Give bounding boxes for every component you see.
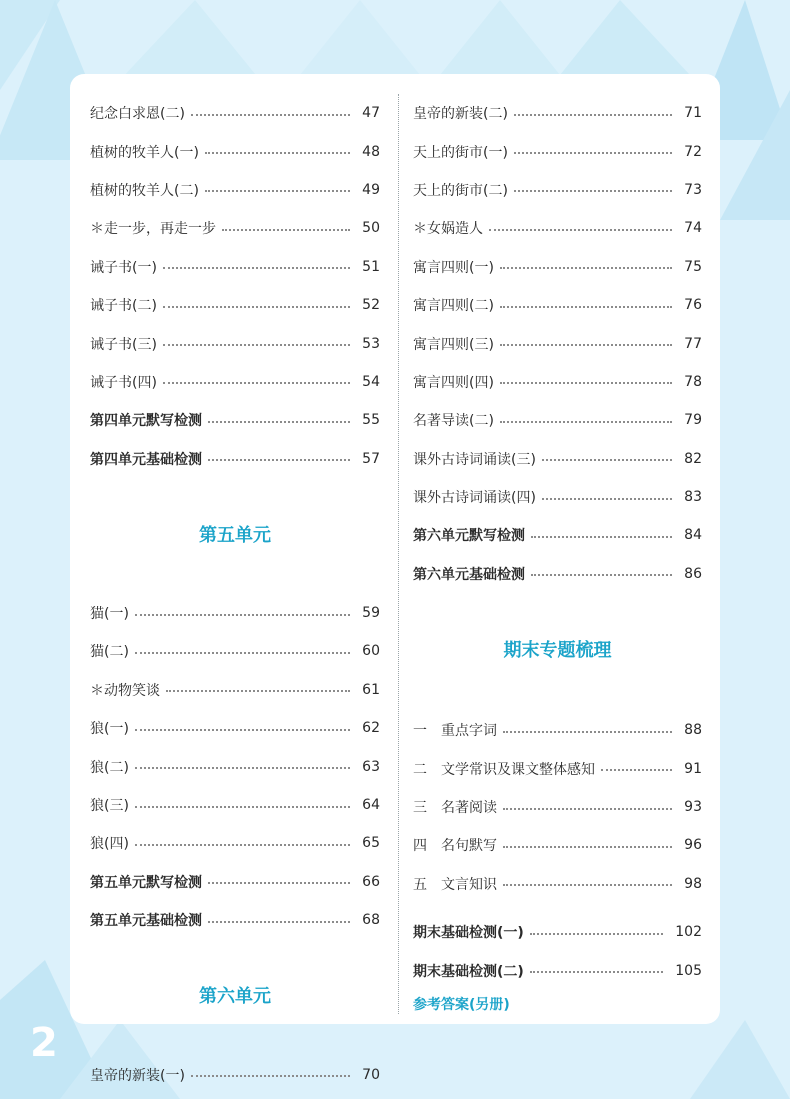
column-divider — [398, 94, 399, 1014]
right-column — [413, 94, 702, 1020]
toc-entry-test[interactable]: 期末基础检测(二) 105 — [413, 962, 702, 980]
toc-entry-test[interactable]: 第五单元基础检测 68 — [90, 912, 380, 930]
unit6-entries — [90, 1055, 380, 1093]
left-column — [90, 94, 380, 1094]
left-entries-top — [90, 94, 380, 478]
toc-entry[interactable]: 寓言四则(二) 76 — [413, 297, 702, 315]
toc-entry-test[interactable]: 第六单元默写检测 84 — [413, 527, 702, 545]
toc-entry[interactable]: 三 名著阅读 93 — [413, 799, 702, 817]
toc-entry[interactable]: 皇帝的新装(二) 71 — [413, 105, 702, 123]
toc-entry[interactable]: 诫子书(二) 52 — [90, 297, 380, 315]
toc-entry[interactable]: 狼(一) 62 — [90, 720, 380, 738]
toc-entry-test[interactable]: 第四单元基础检测 57 — [90, 450, 380, 468]
toc-entry[interactable]: 寓言四则(三) 77 — [413, 335, 702, 353]
section-title-final-review: 期末专题梳理 — [503, 640, 612, 662]
toc-entry[interactable]: 诫子书(三) 53 — [90, 335, 380, 353]
unit5-entries — [90, 594, 380, 940]
toc-entry[interactable]: 天上的街市(一) 72 — [413, 143, 702, 161]
toc-entry-test[interactable]: 期末基础检测(一) 102 — [413, 924, 702, 942]
toc-entry[interactable]: 课外古诗词诵读(四) 83 — [413, 489, 702, 507]
final-review-entries — [413, 711, 702, 903]
toc-entry-test[interactable]: 第四单元默写检测 55 — [90, 412, 380, 430]
page-number: 2 — [30, 1020, 58, 1066]
toc-entry[interactable]: 皇帝的新装(一) 70 — [90, 1066, 380, 1084]
toc-entry[interactable]: 四 名句默写 96 — [413, 837, 702, 855]
toc-entry[interactable]: 植树的牧羊人(二) 49 — [90, 181, 380, 199]
final-tests — [413, 913, 702, 990]
toc-entry[interactable]: 纪念白求恩(二) 47 — [90, 105, 380, 123]
section-title-unit5: 第五单元 — [199, 524, 271, 546]
toc-entry[interactable]: 猫(二) 60 — [90, 643, 380, 661]
toc-entry-test[interactable]: 第五单元默写检测 66 — [90, 873, 380, 891]
toc-entry[interactable]: 天上的街市(二) 73 — [413, 181, 702, 199]
toc-entry[interactable]: 猫(一) 59 — [90, 605, 380, 623]
toc-entry[interactable]: 诫子书(一) 51 — [90, 258, 380, 276]
toc-entry[interactable]: ＊动物笑谈 61 — [90, 681, 380, 699]
answer-key-note: 参考答案(另册) — [413, 996, 510, 1013]
toc-entry[interactable]: 一 重点字词 88 — [413, 722, 702, 740]
right-entries — [413, 94, 702, 593]
toc-entry[interactable]: 狼(二) 63 — [90, 758, 380, 776]
toc-entry[interactable]: 五 文言知识 98 — [413, 875, 702, 893]
toc-entry[interactable]: 狼(三) 64 — [90, 797, 380, 815]
toc-entry[interactable]: 二 文学常识及课文整体感知 91 — [413, 760, 702, 778]
toc-entry[interactable]: 课外古诗词诵读(三) 82 — [413, 450, 702, 468]
toc-entry[interactable]: 狼(四) 65 — [90, 835, 380, 853]
toc-entry[interactable]: 诫子书(四) 54 — [90, 373, 380, 391]
toc-entry[interactable]: 植树的牧羊人(一) 48 — [90, 143, 380, 161]
toc-entry[interactable]: 寓言四则(一) 75 — [413, 258, 702, 276]
toc-entry-test[interactable]: 第六单元基础检测 86 — [413, 565, 702, 583]
toc-entry[interactable]: 寓言四则(四) 78 — [413, 373, 702, 391]
section-title-unit6: 第六单元 — [199, 986, 271, 1008]
toc-entry[interactable]: ＊女娲造人 74 — [413, 220, 702, 238]
toc-entry[interactable]: 名著导读(二) 79 — [413, 412, 702, 430]
toc-entry[interactable]: ＊走一步，再走一步 50 — [90, 220, 380, 238]
